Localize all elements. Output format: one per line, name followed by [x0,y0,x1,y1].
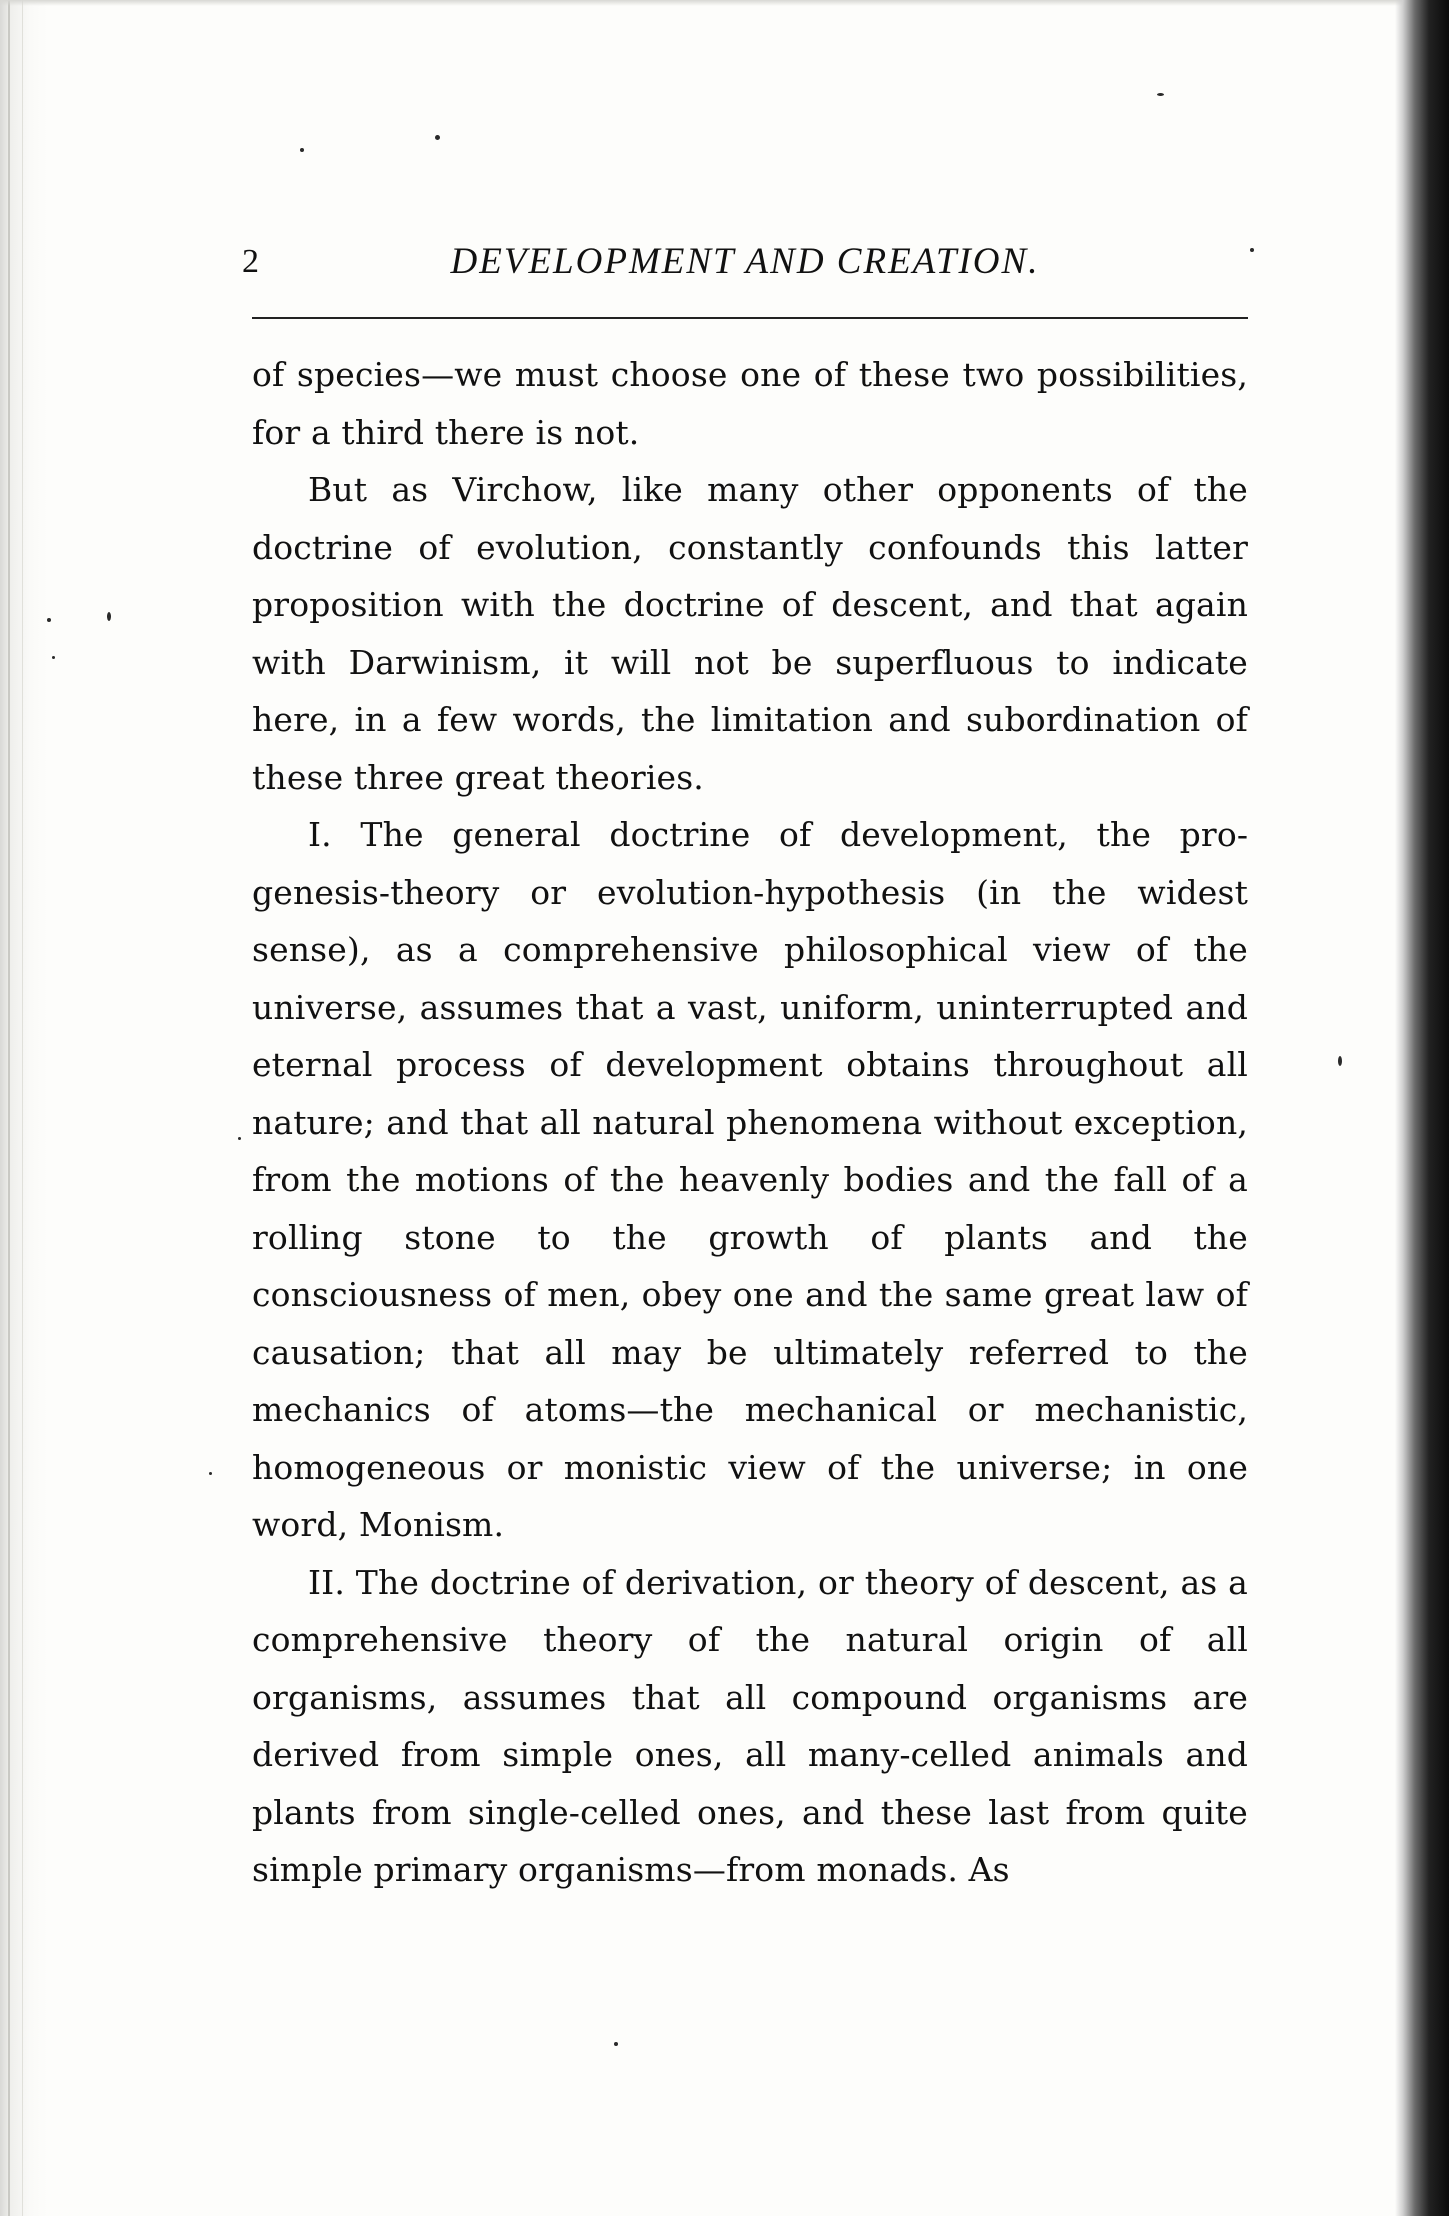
scan-right-edge [1395,0,1449,2216]
scan-speck [47,618,51,622]
page-header [242,238,1248,298]
scan-speck [52,656,55,659]
scan-top-edge [0,0,1449,6]
scan-speck [107,612,111,621]
scan-speck [209,1472,212,1475]
scan-left-edge-line [22,0,23,2216]
scan-speck [435,135,440,140]
paragraph-doctrine-of-development: I. The general doctrine of development, the progenesis-theory or evolution-hypothesis (in the widest sense), as a comprehensive philosophical view of the universe, assumes that a vast, uniform, uninterrupted and eternal process of development obtains throughout all nature; and that all natural phenomena without exception, from the motions of the heavenly bodies and the fall of a rolling stone to the growth of plants and the consciousness of men, obey one and the same great law of causation; that all may be ultimately referred to the mechanics of atoms—the mechanical or mechanistic, homogeneous or monistic view of the universe; in one word, Monism. [252,815,1248,1544]
body-text [252,346,1248,1899]
scan-speck [614,2042,618,2046]
running-title: DEVELOPMENT AND CREATION. [450,241,1040,282]
scan-speck [1250,248,1254,252]
scan-speck [1338,1056,1342,1066]
scan-speck [1157,93,1164,96]
scan-speck [300,148,304,152]
scan-left-edge-line [8,0,10,2216]
scan-speck [238,1137,241,1140]
page-number: 2 [242,243,259,280]
header-rule [252,317,1248,319]
paragraph-continuation: of species—we must choose one of these two possibilities, for a third there is not. [252,355,1248,452]
paragraph-virchow: But as Virchow, like many other opponents of the doctrine of evolution, constantly confounds this latter proposition with the doctrine of descent, and that again with Darwinism, it will not be superfluous to indicate here, in a few words, the limitation and subordination of these three great theories. [252,470,1248,797]
paragraph-doctrine-of-derivation: II. The doctrine of derivation, or theory of descent, as a comprehensive theory of the natural origin of all organisms, assumes that all compound organisms are derived from simple ones, all many-celled animals and plants from single-celled ones, and these last from quite simple primary organisms—from monads. As [252,1562,1248,1889]
